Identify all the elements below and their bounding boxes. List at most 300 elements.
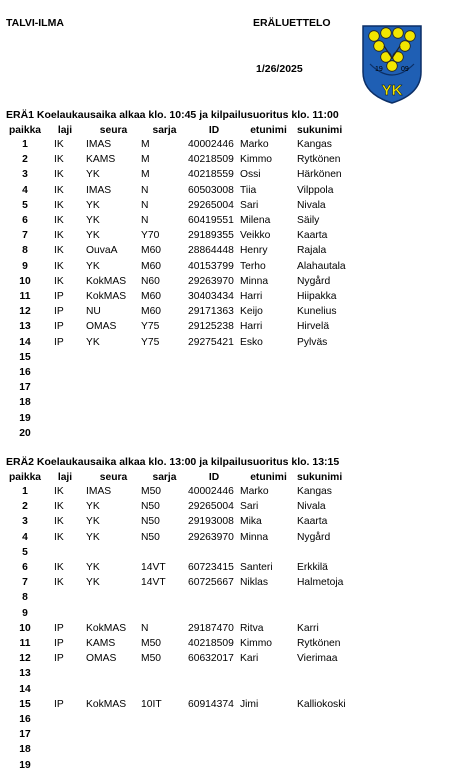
table-row — [6, 697, 366, 712]
cell-sukunimi: Kunelius — [297, 306, 337, 318]
table-row — [6, 289, 366, 304]
column-header-paikka: paikka — [8, 125, 42, 136]
cell-sarja — [141, 712, 188, 727]
cell-sarja: 10IT — [141, 698, 162, 710]
cell-laji — [44, 712, 86, 727]
cell-seura: IMAS — [86, 139, 112, 150]
cell-sukunimi: Vilppola — [297, 184, 334, 196]
cell-sarja: N — [141, 184, 149, 196]
cell-sukunimi: Härkönen — [297, 169, 342, 181]
cell-etunimi — [240, 758, 297, 773]
cell-etunimi — [240, 350, 297, 365]
cell-sarja: M — [141, 169, 150, 181]
cell-seura: OMAS — [86, 321, 117, 333]
cell-sarja — [141, 590, 188, 605]
cell-sukunimi — [297, 606, 366, 621]
cell-laji: IP — [54, 336, 64, 348]
table-row — [6, 682, 366, 697]
cell-id: 40218509 — [188, 154, 234, 166]
column-header-seura: seura — [99, 472, 128, 483]
cell-laji: IK — [54, 516, 64, 528]
table-row — [6, 274, 366, 289]
cell-etunimi: Harri — [240, 321, 263, 333]
cell-seura: NU — [86, 306, 101, 318]
cell-laji: IP — [54, 321, 64, 333]
cell-sarja — [141, 350, 188, 365]
cell-etunimi: Ossi — [240, 169, 261, 181]
cell-seura — [86, 606, 141, 621]
cell-etunimi: Esko — [240, 336, 263, 348]
cell-sarja — [141, 742, 188, 757]
column-header-sarja: sarja — [152, 125, 177, 136]
heat-2-body — [6, 484, 366, 773]
cell-paikka: 8 — [22, 592, 28, 604]
cell-id — [188, 742, 240, 757]
cell-seura: YK — [86, 577, 100, 589]
cell-etunimi — [240, 742, 297, 757]
cell-etunimi: Kari — [240, 653, 259, 665]
cell-laji — [44, 606, 86, 621]
column-header-seura: seura — [99, 125, 128, 136]
cell-id: 29187470 — [188, 622, 234, 634]
logo-year-left: 19 — [375, 66, 383, 73]
cell-sarja: N50 — [141, 501, 160, 513]
cell-paikka: 3 — [22, 516, 28, 528]
cell-etunimi: Terho — [240, 260, 266, 272]
cell-id: 29125238 — [188, 321, 234, 333]
cell-sarja — [141, 380, 188, 395]
cell-sukunimi: Rytkönen — [297, 638, 341, 650]
cell-sarja: N — [141, 215, 149, 227]
cell-etunimi: Henry — [240, 245, 268, 257]
cell-laji — [44, 411, 86, 426]
cell-id — [188, 545, 240, 560]
cell-paikka: 16 — [19, 367, 31, 379]
cell-id — [188, 395, 240, 410]
cell-paikka: 8 — [22, 245, 28, 257]
table-row — [6, 666, 366, 681]
club-logo — [362, 24, 422, 104]
cell-seura: YK — [86, 336, 100, 348]
cell-seura: YK — [86, 215, 100, 227]
cell-paikka: 19 — [19, 412, 31, 424]
cell-sarja: M50 — [141, 638, 162, 650]
cell-paikka: 11 — [19, 638, 31, 650]
cell-id: 30403434 — [188, 291, 234, 303]
cell-id: 28864448 — [188, 245, 234, 257]
cell-sukunimi: Rytkönen — [297, 154, 341, 166]
cell-id: 29265004 — [188, 199, 234, 211]
cell-seura — [86, 411, 141, 426]
cell-sukunimi: Kalliokoski — [297, 698, 346, 710]
cell-sukunimi: Rajala — [297, 245, 327, 257]
table-row — [6, 545, 366, 560]
heat-1-title: ERÄ1 Koelaukausaika alkaa klo. 10:45 ja kilpailusuoritus klo. 11:00 — [6, 109, 339, 121]
cell-seura: YK — [86, 516, 100, 528]
table-row — [6, 228, 366, 243]
cell-etunimi: Marko — [240, 139, 269, 150]
cell-etunimi — [240, 380, 297, 395]
cell-laji — [44, 682, 86, 697]
cell-sarja: M50 — [141, 653, 162, 665]
cell-etunimi: Sari — [240, 199, 259, 211]
cell-id — [188, 682, 240, 697]
cell-sukunimi — [297, 727, 366, 742]
cell-seura — [86, 742, 141, 757]
cell-seura: YK — [86, 230, 100, 242]
club-name: TALVI-ILMA — [6, 17, 64, 29]
cell-seura: KAMS — [86, 154, 116, 166]
cell-paikka: 13 — [19, 321, 31, 333]
cell-sukunimi — [297, 682, 366, 697]
cell-seura: KokMAS — [86, 291, 127, 303]
cell-sukunimi — [297, 350, 366, 365]
cell-paikka: 12 — [19, 306, 31, 318]
cell-sarja — [141, 411, 188, 426]
cell-laji: IP — [54, 698, 64, 710]
cell-sarja — [141, 666, 188, 681]
cell-id — [188, 758, 240, 773]
cell-etunimi — [240, 666, 297, 681]
table-row — [6, 167, 366, 182]
cell-paikka: 19 — [19, 759, 31, 771]
cell-id: 29171363 — [188, 306, 234, 318]
table-row — [6, 198, 366, 213]
table-row — [6, 514, 366, 529]
table-row — [6, 304, 366, 319]
cell-sarja: Y70 — [141, 230, 160, 242]
column-header-etunimi: etunimi — [250, 472, 287, 483]
cell-paikka: 13 — [19, 668, 31, 680]
cell-etunimi: Tiia — [240, 184, 257, 196]
cell-id: 29265004 — [188, 501, 234, 513]
cell-laji: IK — [54, 230, 64, 242]
cell-sukunimi — [297, 758, 366, 773]
cell-paikka: 11 — [19, 291, 31, 303]
cell-sukunimi: Nygård — [297, 531, 331, 543]
cell-id: 29189355 — [188, 230, 234, 242]
cell-paikka: 17 — [19, 382, 31, 394]
cell-seura: KAMS — [86, 638, 116, 650]
cell-laji: IP — [54, 638, 64, 650]
cell-laji: IK — [54, 486, 64, 497]
cell-seura: KokMAS — [86, 275, 127, 287]
cell-sarja: N50 — [141, 531, 160, 543]
cell-id — [188, 606, 240, 621]
table-row — [6, 365, 366, 380]
cell-paikka: 14 — [19, 683, 31, 695]
cell-sarja — [141, 682, 188, 697]
cell-id: 60632017 — [188, 653, 234, 665]
table-row — [6, 426, 366, 441]
cell-paikka: 15 — [19, 351, 31, 363]
cell-paikka: 5 — [22, 199, 28, 211]
cell-seura: IMAS — [86, 184, 112, 196]
cell-laji — [44, 380, 86, 395]
table-row — [6, 213, 366, 228]
column-header-etunimi: etunimi — [250, 125, 287, 136]
cell-sarja: 14VT — [141, 562, 166, 574]
cell-etunimi: Niklas — [240, 577, 269, 589]
cell-sarja: M50 — [141, 486, 162, 497]
cell-id: 60419551 — [188, 215, 234, 227]
cell-paikka: 15 — [19, 698, 31, 710]
cell-etunimi — [240, 712, 297, 727]
cell-sarja: Y75 — [141, 321, 160, 333]
cell-sarja: M60 — [141, 306, 162, 318]
cell-sarja: Y75 — [141, 336, 160, 348]
cell-sukunimi: Halmetoja — [297, 577, 344, 589]
cell-sukunimi: Nygård — [297, 275, 331, 287]
cell-paikka: 9 — [22, 607, 28, 619]
cell-paikka: 4 — [22, 531, 28, 543]
cell-sarja — [141, 545, 188, 560]
cell-etunimi: Keijo — [240, 306, 263, 318]
cell-etunimi — [240, 365, 297, 380]
cell-laji: IK — [54, 139, 64, 150]
cell-id: 60725667 — [188, 577, 234, 589]
cell-id: 29193008 — [188, 516, 234, 528]
cell-sukunimi — [297, 426, 366, 441]
cell-laji — [44, 365, 86, 380]
cell-sarja: 14VT — [141, 577, 166, 589]
cell-sukunimi — [297, 395, 366, 410]
column-header-sukunimi: sukunimi — [297, 125, 343, 136]
cell-sarja — [141, 395, 188, 410]
cell-sarja — [141, 426, 188, 441]
cell-paikka: 12 — [19, 653, 31, 665]
cell-paikka: 6 — [22, 215, 28, 227]
cell-laji: IK — [54, 531, 64, 543]
cell-sarja: N60 — [141, 275, 160, 287]
cell-seura — [86, 350, 141, 365]
cell-sukunimi — [297, 411, 366, 426]
cell-seura: YK — [86, 169, 100, 181]
cell-etunimi — [240, 606, 297, 621]
cell-seura: OMAS — [86, 653, 117, 665]
cell-sarja: M60 — [141, 260, 162, 272]
table-row — [6, 350, 366, 365]
cell-paikka: 10 — [19, 622, 31, 634]
table-row — [6, 590, 366, 605]
cell-sukunimi: Kangas — [297, 139, 332, 150]
cell-laji: IP — [54, 291, 64, 303]
cell-etunimi — [240, 545, 297, 560]
table-row — [6, 499, 366, 514]
column-header-paikka: paikka — [8, 472, 42, 483]
cell-etunimi — [240, 395, 297, 410]
cell-etunimi: Kimmo — [240, 154, 273, 166]
cell-seura: YK — [86, 260, 100, 272]
cell-laji — [44, 395, 86, 410]
cell-sukunimi: Alahautala — [297, 260, 346, 272]
cell-etunimi: Minna — [240, 275, 269, 287]
heat-1-body — [6, 137, 366, 441]
cell-sarja: M60 — [141, 245, 162, 257]
heat-2-header-row — [6, 471, 366, 484]
heat-1-table — [6, 124, 366, 441]
heat-2-title: ERÄ2 Koelaukausaika alkaa klo. 13:00 ja kilpailusuoritus klo. 13:15 — [6, 456, 340, 468]
cell-sukunimi: Nivala — [297, 501, 326, 513]
table-row — [6, 651, 366, 666]
cell-sukunimi: Säily — [297, 215, 320, 227]
cell-seura — [86, 666, 141, 681]
cell-etunimi: Santeri — [240, 562, 273, 574]
table-row — [6, 606, 366, 621]
cell-etunimi — [240, 590, 297, 605]
cell-sukunimi: Karri — [297, 622, 319, 634]
cell-id — [188, 712, 240, 727]
cell-paikka: 4 — [22, 184, 28, 196]
cell-laji: IK — [54, 215, 64, 227]
cell-laji: IP — [54, 306, 64, 318]
cell-laji — [44, 666, 86, 681]
cell-sarja: M60 — [141, 291, 162, 303]
cell-etunimi: Harri — [240, 291, 263, 303]
cell-paikka: 7 — [22, 577, 28, 589]
cell-laji: IK — [54, 260, 64, 272]
column-header-sukunimi: sukunimi — [297, 472, 343, 483]
cell-seura: KokMAS — [86, 698, 127, 710]
cell-id: 29263970 — [188, 531, 234, 543]
cell-id: 60914374 — [188, 698, 234, 710]
cell-paikka: 2 — [22, 501, 28, 513]
cell-seura — [86, 682, 141, 697]
cell-etunimi: Mika — [240, 516, 262, 528]
table-row — [6, 319, 366, 334]
cell-laji: IK — [54, 199, 64, 211]
cell-laji: IK — [54, 501, 64, 513]
column-header-sarja: sarja — [152, 472, 177, 483]
cell-id: 29275421 — [188, 336, 234, 348]
cell-etunimi: Veikko — [240, 230, 271, 242]
cell-seura: OuvaA — [86, 245, 118, 257]
cell-paikka: 7 — [22, 230, 28, 242]
cell-seura — [86, 380, 141, 395]
cell-laji: IK — [54, 154, 64, 166]
cell-seura — [86, 758, 141, 773]
cell-sukunimi — [297, 380, 366, 395]
cell-sarja — [141, 365, 188, 380]
cell-etunimi: Ritva — [240, 622, 264, 634]
cell-sukunimi — [297, 365, 366, 380]
table-row — [6, 758, 366, 773]
cell-seura — [86, 727, 141, 742]
cell-paikka: 2 — [22, 154, 28, 166]
cell-paikka: 5 — [22, 546, 28, 558]
table-row — [6, 575, 366, 590]
table-row — [6, 712, 366, 727]
cell-id — [188, 350, 240, 365]
cell-etunimi — [240, 727, 297, 742]
cell-seura: YK — [86, 562, 100, 574]
table-row — [6, 380, 366, 395]
cell-id — [188, 411, 240, 426]
cell-paikka: 14 — [19, 336, 31, 348]
cell-laji — [44, 590, 86, 605]
cell-sarja: M — [141, 139, 150, 150]
cell-paikka: 16 — [19, 714, 31, 726]
cell-id: 40218559 — [188, 169, 234, 181]
cell-etunimi: Kimmo — [240, 638, 273, 650]
table-row — [6, 137, 366, 152]
cell-paikka: 1 — [22, 486, 28, 497]
cell-laji — [44, 350, 86, 365]
cell-laji — [44, 742, 86, 757]
heat-1-header-row — [6, 124, 366, 137]
cell-paikka: 10 — [19, 275, 31, 287]
cell-paikka: 18 — [19, 397, 31, 409]
table-row — [6, 530, 366, 545]
cell-sukunimi: Kaarta — [297, 516, 328, 528]
cell-sukunimi: Vierimaa — [297, 653, 338, 665]
cell-etunimi — [240, 411, 297, 426]
cell-etunimi: Marko — [240, 486, 269, 497]
cell-paikka: 9 — [22, 260, 28, 272]
cell-sukunimi: Hiipakka — [297, 291, 337, 303]
table-row — [6, 152, 366, 167]
cell-laji: IP — [54, 622, 64, 634]
table-row — [6, 727, 366, 742]
cell-sarja — [141, 606, 188, 621]
cell-laji: IK — [54, 275, 64, 287]
cell-sukunimi — [297, 590, 366, 605]
cell-seura — [86, 426, 141, 441]
cell-id: 60503008 — [188, 184, 234, 196]
cell-id — [188, 727, 240, 742]
table-row — [6, 621, 366, 636]
cell-sarja: N — [141, 199, 149, 211]
logo-text: YK — [381, 82, 403, 99]
table-row — [6, 335, 366, 350]
cell-sarja: N50 — [141, 516, 160, 528]
table-row — [6, 636, 366, 651]
cell-sukunimi: Erkkilä — [297, 562, 328, 574]
cell-id: 29263970 — [188, 275, 234, 287]
cell-laji: IP — [54, 653, 64, 665]
cell-paikka: 6 — [22, 562, 28, 574]
cell-sukunimi: Kangas — [297, 486, 332, 497]
cell-sukunimi — [297, 545, 366, 560]
cell-laji: IK — [54, 577, 64, 589]
cell-id — [188, 380, 240, 395]
cell-sukunimi: Hirvelä — [297, 321, 330, 333]
cell-id: 40002446 — [188, 486, 234, 497]
cell-sarja: M — [141, 154, 150, 166]
cell-id: 40153799 — [188, 260, 234, 272]
cell-etunimi: Jimi — [240, 698, 259, 710]
cell-sukunimi: Nivala — [297, 199, 326, 211]
cell-paikka: 18 — [19, 744, 31, 756]
cell-seura: IMAS — [86, 486, 112, 497]
table-row — [6, 742, 366, 757]
cell-sukunimi — [297, 742, 366, 757]
cell-etunimi — [240, 682, 297, 697]
cell-paikka: 3 — [22, 169, 28, 181]
table-row — [6, 395, 366, 410]
cell-etunimi: Milena — [240, 215, 271, 227]
cell-id: 40218509 — [188, 638, 234, 650]
cell-sukunimi: Kaarta — [297, 230, 328, 242]
cell-seura: YK — [86, 199, 100, 211]
column-header-id: ID — [208, 125, 220, 136]
cell-id — [188, 590, 240, 605]
cell-seura — [86, 365, 141, 380]
cell-id — [188, 426, 240, 441]
cell-sukunimi — [297, 666, 366, 681]
cell-laji — [44, 727, 86, 742]
column-header-laji: laji — [57, 125, 73, 136]
